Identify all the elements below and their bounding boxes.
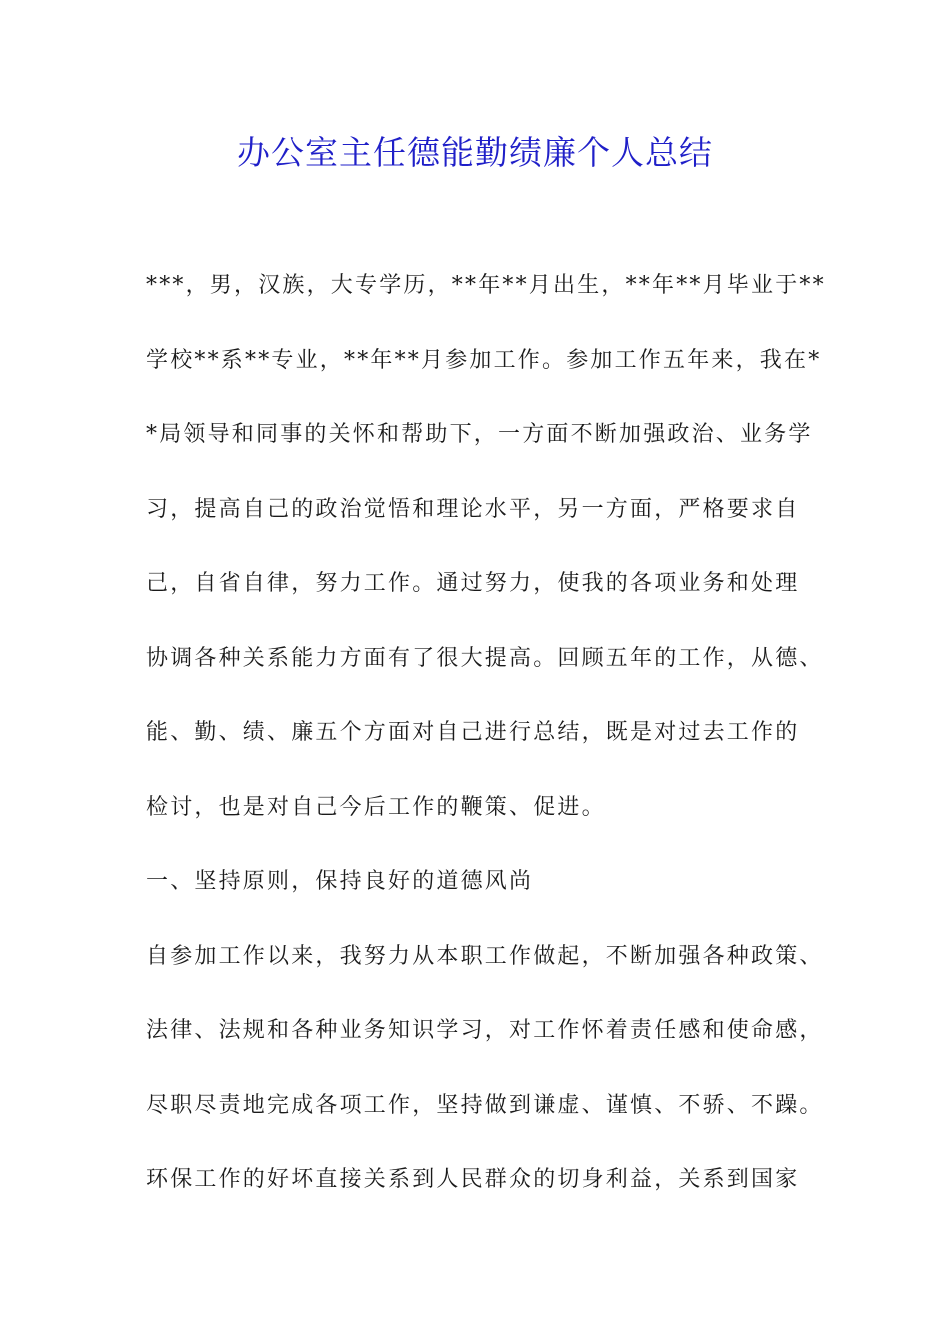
body-line-10: 自参加工作以来，我努力从本职工作做起，不断加强各种政策、 [146,943,824,969]
section-heading-1: 一、坚持原则，保持良好的道德风尚 [146,869,534,894]
body-line-4: 习，提高自己的政治觉悟和理论水平，另一方面，严格要求自 [146,496,800,522]
document-title: 办公室主任德能勤绩廉个人总结 [237,133,713,172]
body-line-12: 尽职尽责地完成各项工作，坚持做到谦虚、谨慎、不骄、不躁。 [146,1092,824,1118]
body-line-5: 己，自省自律，努力工作。通过努力，使我的各项业务和处理 [146,571,800,596]
body-line-6: 协调各种关系能力方面有了很大提高。回顾五年的工作，从德、 [146,645,824,671]
body-line-3: *局领导和同事的关怀和帮助下，一方面不断加强政治、业务学 [146,422,813,447]
body-line-13: 环保工作的好坏直接关系到人民群众的切身利益，关系到国家 [146,1167,800,1192]
body-line-2: 学校**系**专业，**年**月参加工作。参加工作五年来，我在* [146,347,822,373]
body-line-8: 检讨，也是对自己今后工作的鞭策、促进。 [146,794,606,820]
document-body [146,266,826,1235]
body-line-7: 能、勤、绩、廉五个方面对自己进行总结，既是对过去工作的 [146,720,800,745]
body-line-1: ***，男，汉族，大专学历，**年**月出生，**年**月毕业于** [146,273,826,298]
body-line-11: 法律、法规和各种业务知识学习，对工作怀着责任感和使命感， [146,1018,824,1043]
